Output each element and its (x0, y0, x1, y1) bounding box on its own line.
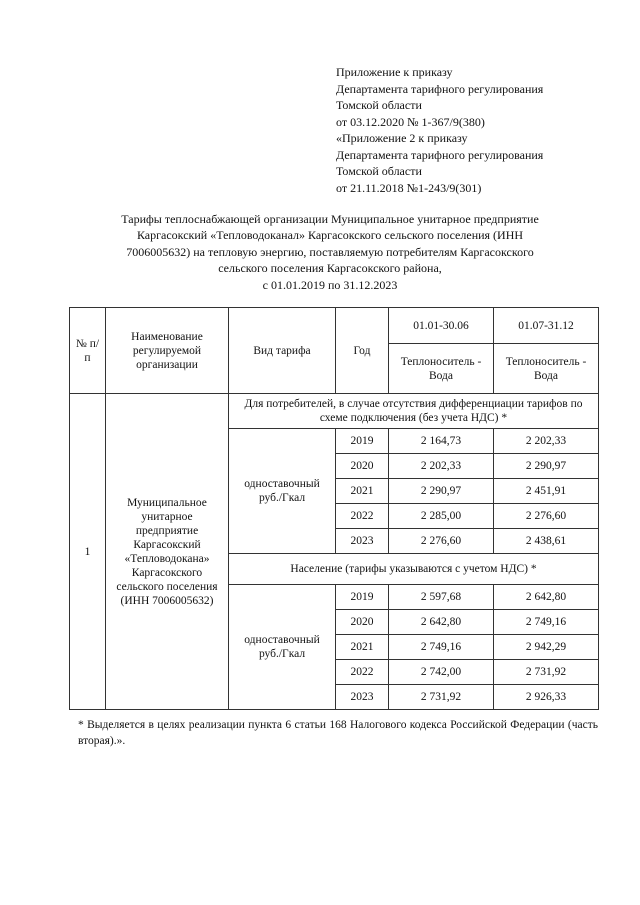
tariff-table (69, 307, 599, 710)
value-cell: 2 642,80 (389, 610, 494, 635)
value-cell: 2 276,60 (389, 529, 494, 554)
title-line: 7006005632) на тепловую энергию, поставляемую потребителям Каргасокского (126, 244, 534, 259)
header-line: Департамента тарифного регулирования (336, 147, 544, 162)
footnote: * Выделяется в целях реализации пункта 6 статьи 168 Налогового кодекса Российской Федерации (часть вторая).». (78, 719, 598, 747)
header-line: Департамента тарифного регулирования (336, 81, 544, 96)
value-cell: 2 731,92 (389, 685, 494, 710)
tariff-type-cell: одноставочный руб./Гкал (229, 429, 336, 554)
value-cell: 2 285,00 (389, 504, 494, 529)
year-cell: 2020 (336, 610, 389, 635)
header-year: Год (336, 308, 389, 394)
title-line: сельского поселения Каргасокского района, (218, 261, 442, 276)
header-carrier1: Теплоноситель - Вода (389, 344, 494, 394)
header-line: от 21.11.2018 №1-243/9(301) (336, 180, 482, 195)
header-line: от 03.12.2020 № 1-367/9(380) (336, 114, 485, 129)
value-cell: 2 749,16 (494, 610, 599, 635)
header-row (70, 308, 599, 344)
header-period2: 01.07-31.12 (494, 308, 599, 344)
title-line: Каргасокский «Тепловодоканал» Каргасокского сельского поселения (ИНН (136, 228, 524, 243)
header-carrier2: Теплоноситель - Вода (494, 344, 599, 394)
tariff-type-cell: одноставочный руб./Гкал (229, 585, 336, 710)
value-cell: 2 451,91 (494, 479, 599, 504)
header-line: Томской области (336, 164, 422, 178)
header-line: Приложение к приказу (336, 65, 453, 79)
year-cell: 2020 (336, 454, 389, 479)
value-cell: 2 942,29 (494, 635, 599, 660)
value-cell: 2 290,97 (494, 454, 599, 479)
header-org: Наименование регулируемой организации (106, 308, 229, 394)
value-cell: 2 642,80 (494, 585, 599, 610)
org-name: Муниципальное унитарное предприятие Каргасокский «Тепловодокана» Каргасокского сельского поселения (ИНН 7006005632) (106, 394, 229, 710)
header-tariff-type: Вид тарифа (229, 308, 336, 394)
value-cell: 2 290,97 (389, 479, 494, 504)
header-period1: 01.01-30.06 (389, 308, 494, 344)
year-cell: 2023 (336, 685, 389, 710)
header-line: «Приложение 2 к приказу (336, 131, 468, 145)
value-cell: 2 164,73 (389, 429, 494, 454)
title-line: с 01.01.2019 по 31.12.2023 (262, 277, 398, 292)
value-cell: 2 742,00 (389, 660, 494, 685)
year-cell: 2021 (336, 635, 389, 660)
value-cell: 2 438,61 (494, 529, 599, 554)
section-heading: Для потребителей, в случае отсутствия дифференциации тарифов по схеме подключения (без учета НДС) * (229, 394, 599, 429)
header-line: Томской области (336, 98, 422, 112)
value-cell: 2 731,92 (494, 660, 599, 685)
year-cell: 2022 (336, 660, 389, 685)
value-cell: 2 202,33 (494, 429, 599, 454)
year-cell: 2023 (336, 529, 389, 554)
year-cell: 2021 (336, 479, 389, 504)
value-cell: 2 749,16 (389, 635, 494, 660)
section-heading: Население (тарифы указываются с учетом НДС) * (229, 554, 599, 585)
document-title (60, 211, 600, 293)
value-cell: 2 276,60 (494, 504, 599, 529)
title-line: Тарифы теплоснабжающей организации Муниципальное унитарное предприятие (121, 212, 539, 226)
header-num: № п/п (70, 308, 106, 394)
value-cell: 2 597,68 (389, 585, 494, 610)
value-cell: 2 202,33 (389, 454, 494, 479)
year-cell: 2022 (336, 504, 389, 529)
year-cell: 2019 (336, 585, 389, 610)
year-cell: 2019 (336, 429, 389, 454)
appendix-header (336, 64, 543, 196)
section-heading-row (70, 394, 599, 429)
row-number: 1 (70, 394, 106, 710)
value-cell: 2 926,33 (494, 685, 599, 710)
